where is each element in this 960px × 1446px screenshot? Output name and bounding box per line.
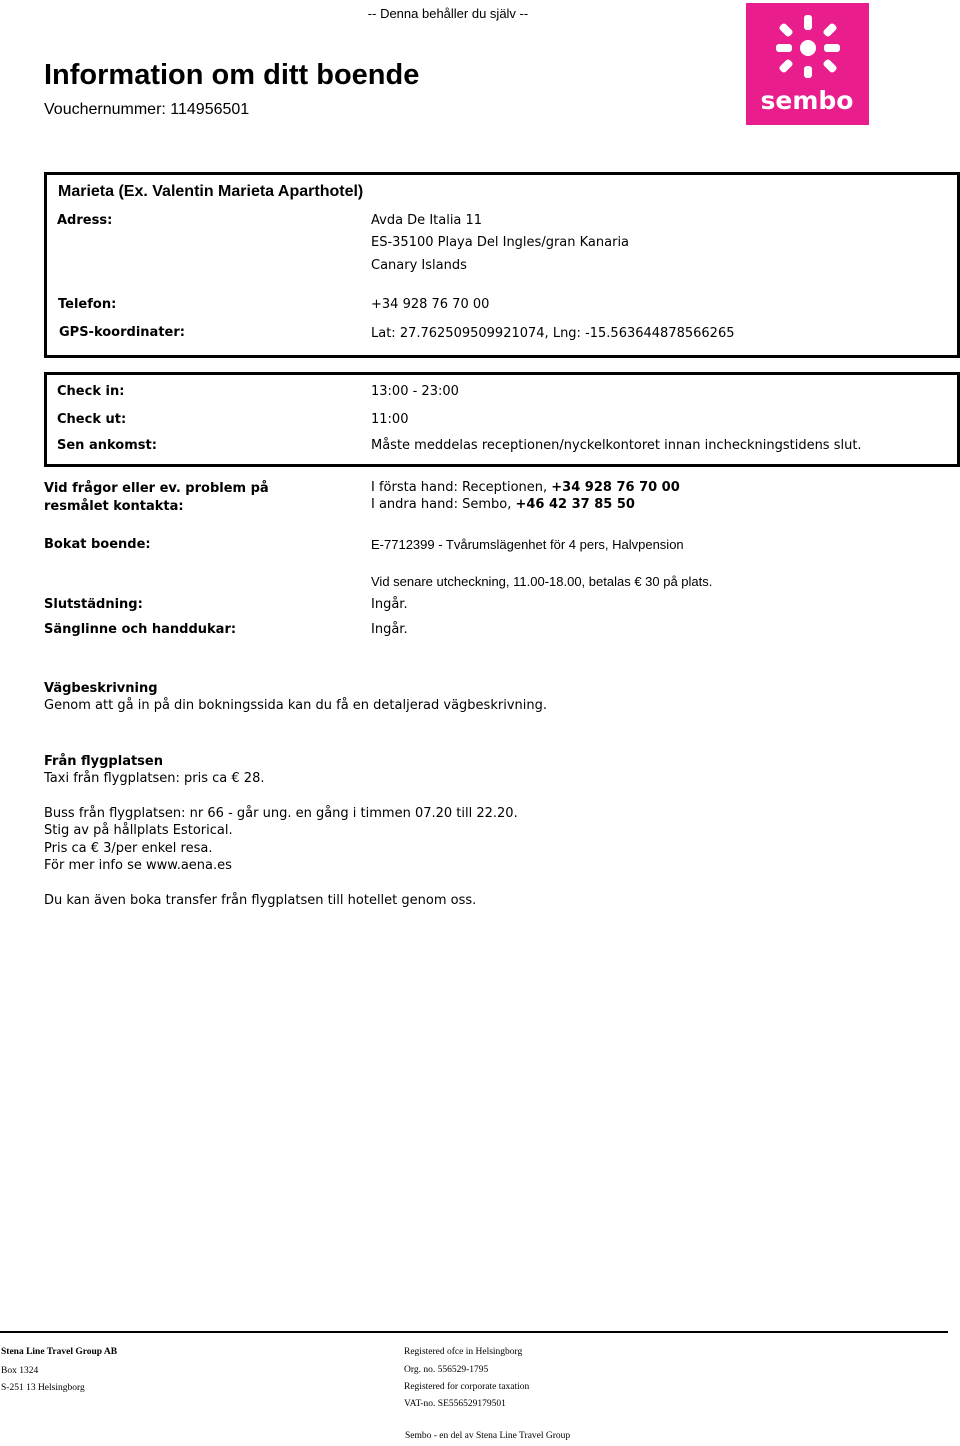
airport-bus-line: Buss från flygplatsen: nr 66 - går ung. en gång i timmen 07.20 till 22.20. — [44, 806, 518, 821]
cleaning-value: Ingår. — [371, 597, 408, 612]
airport-heading: Från flygplatsen — [44, 754, 163, 769]
keep-note: -- Denna behåller du själv -- — [367, 6, 529, 21]
booked-label: Bokat boende: — [44, 537, 151, 552]
address-line-1: Avda De Italia 11 — [371, 213, 483, 228]
address-line-2: ES-35100 Playa Del Ingles/gran Kanaria — [371, 235, 630, 250]
hotel-name: Marieta (Ex. Valentin Marieta Aparthotel) — [58, 183, 364, 200]
linen-value: Ingår. — [371, 622, 408, 637]
contact-first-phone: +34 928 76 70 00 — [551, 480, 680, 495]
cleaning-label: Slutstädning: — [44, 597, 143, 612]
footer-city: S-251 13 Helsingborg — [1, 1383, 85, 1393]
gps-label: GPS-koordinater: — [59, 325, 185, 340]
footer-box: Box 1324 — [1, 1366, 39, 1376]
phone-value: +34 928 76 70 00 — [371, 297, 490, 312]
contact-label-2: resmålet kontakta: — [44, 499, 184, 514]
airport-taxi: Taxi från flygplatsen: pris ca € 28. — [44, 771, 265, 786]
checkin-label: Check in: — [57, 384, 125, 399]
directions-text: Genom att gå in på din bokningssida kan du få en detaljerad vägbeskrivning. — [44, 698, 547, 713]
page-title: Information om ditt boende — [44, 59, 420, 91]
contact-second — [371, 497, 635, 512]
checkout-value: 11:00 — [371, 412, 409, 427]
checkout-label: Check ut: — [57, 412, 127, 427]
late-arrival-label: Sen ankomst: — [57, 438, 157, 453]
footer-registered: Registered ofce in Helsingborg — [404, 1347, 523, 1357]
voucher-line — [44, 101, 249, 119]
footer-vat: VAT-no. SE556529179501 — [404, 1399, 506, 1409]
voucher-label: Vouchernummer: — [44, 101, 166, 118]
late-arrival-value: Måste meddelas receptionen/nyckelkontoret innan incheckningstidens slut. — [371, 438, 862, 453]
phone-label: Telefon: — [58, 297, 117, 312]
contact-second-prefix: I andra hand: Sembo, — [371, 497, 512, 512]
airport-bus-line: För mer info se www.aena.es — [44, 858, 232, 873]
airport-bus-line: Pris ca € 3/per enkel resa. — [44, 841, 213, 856]
logo-text: sembo — [760, 86, 854, 115]
sembo-logo — [746, 3, 869, 125]
footer-divider — [0, 1331, 948, 1333]
footer-org: Org. no. 556529-1795 — [404, 1365, 489, 1375]
late-checkout-note: Vid senare utcheckning, 11.00-18.00, betalas € 30 på plats. — [371, 574, 713, 589]
checkin-value: 13:00 - 23:00 — [371, 384, 459, 399]
address-label: Adress: — [57, 213, 113, 228]
contact-second-phone: +46 42 37 85 50 — [515, 497, 635, 512]
airport-transfer: Du kan även boka transfer från flygplatsen till hotellet genom oss. — [44, 893, 477, 908]
contact-first — [371, 480, 680, 495]
airport-bus-line: Stig av på hållplats Estorical. — [44, 823, 233, 838]
sun-icon — [746, 3, 869, 125]
voucher-number: 114956501 — [170, 101, 250, 118]
directions-heading: Vägbeskrivning — [44, 681, 158, 696]
booked-value: E-7712399 - Tvårumslägenhet för 4 pers, Halvpension — [371, 537, 684, 552]
address-line-3: Canary Islands — [371, 258, 467, 273]
linen-label: Sänglinne och handdukar: — [44, 622, 237, 637]
footer-company: Stena Line Travel Group AB — [1, 1347, 118, 1357]
footer-tagline: Sembo - en del av Stena Line Travel Group — [405, 1431, 571, 1441]
footer-tax: Registered for corporate taxation — [404, 1382, 530, 1392]
contact-label-1: Vid frågor eller ev. problem på — [44, 481, 269, 496]
contact-first-prefix: I första hand: Receptionen, — [371, 480, 548, 495]
gps-value: Lat: 27.762509509921074, Lng: -15.563644878566265 — [371, 326, 735, 341]
